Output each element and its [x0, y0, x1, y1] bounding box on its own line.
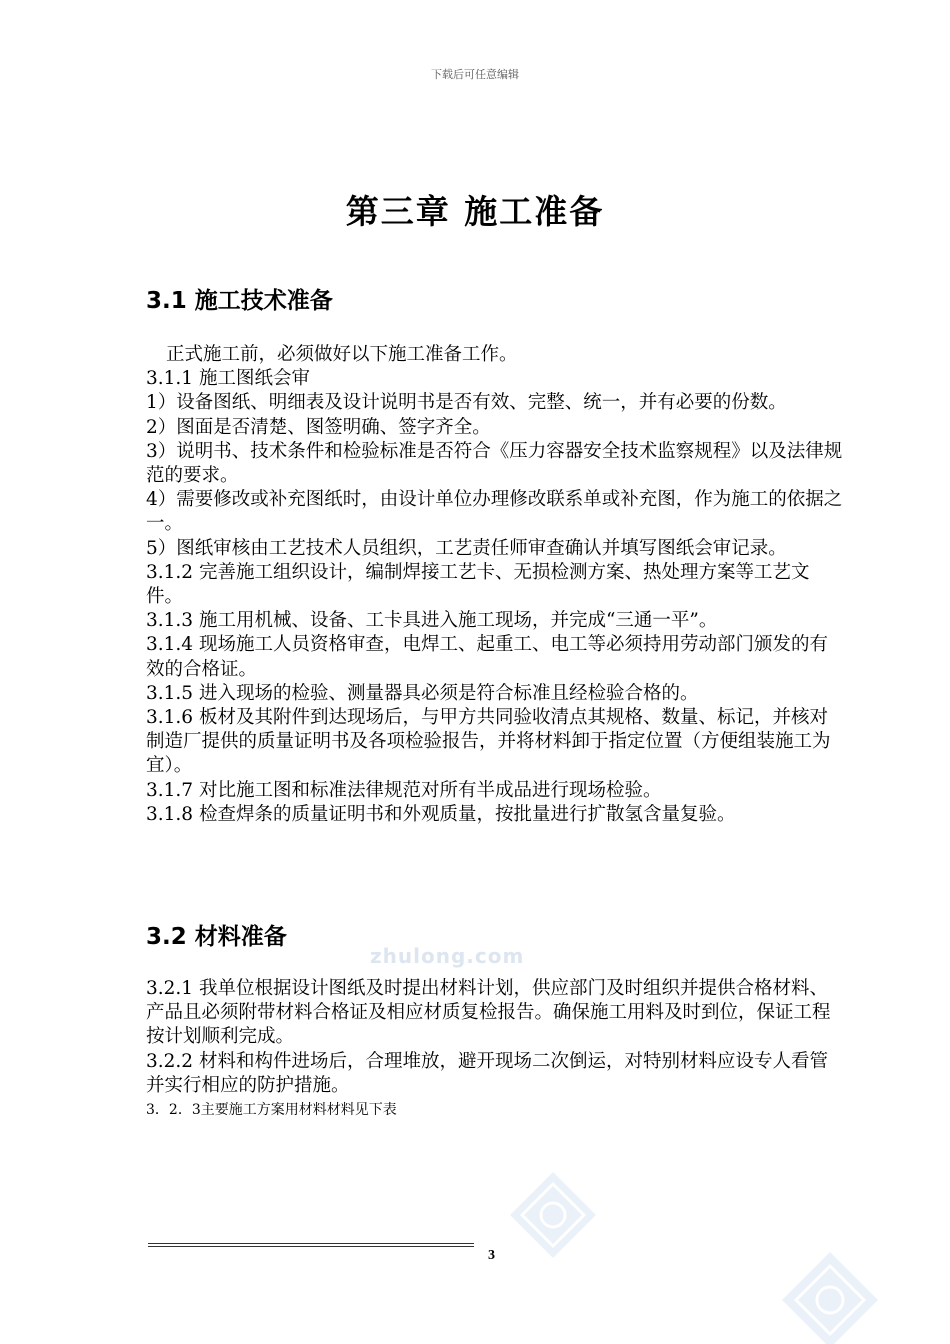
- paragraph: 3.1.3 施工用机械、设备、工卡具进入施工现场，并完成“三通一平”。: [146, 610, 718, 632]
- page-number: 3: [488, 1248, 495, 1263]
- paragraph: 3.2.1 我单位根据设计图纸及时提出材料计划，供应部门及时组织并提供合格材料、产品且必须附带材料合格证及相应材质复检报告。确保施工用料及时到位，保证工程按计划顺利完成。: [146, 978, 831, 1048]
- section-heading-3-2: 3.2 材料准备: [146, 924, 287, 950]
- header-note: 下载后可任意编辑: [431, 68, 519, 81]
- paragraph: 3.1.7 对比施工图和标准法律规范对所有半成品进行现场检验。: [146, 779, 662, 801]
- paragraph: 3.1.6 板材及其附件到达现场后，与甲方共同验收清点其规格、数量、标记，并核对制造厂提供的质量证明书及各项检验报告，并将材料卸于指定位置（方便组装施工为宜）。: [146, 707, 831, 777]
- paragraph: 5）图纸审核由工艺技术人员组织，工艺责任师审查确认并填写图纸会审记录。: [146, 537, 787, 559]
- paragraph: 正式施工前，必须做好以下施工准备工作。: [166, 344, 518, 365]
- section-2-body: [146, 977, 846, 1122]
- paragraph: 4）需要修改或补充图纸时，由设计单位办理修改联系单或补充图，作为施工的依据之一。: [146, 489, 843, 535]
- footer-rule: [148, 1243, 474, 1247]
- watermark-emblem-icon: [508, 1170, 598, 1260]
- paragraph: 3.2.2 材料和构件进场后，合理堆放，避开现场二次倒运，对特别材料应设专人看管并实行相应的防护措施。: [146, 1050, 828, 1096]
- watermark-emblem-icon: [780, 1250, 880, 1344]
- section-1-body: [146, 343, 846, 827]
- paragraph: 3.1.1 施工图纸会审: [146, 368, 310, 390]
- paragraph: 1）设备图纸、明细表及设计说明书是否有效、完整、统一，并有必要的份数。: [146, 392, 787, 414]
- section-heading-3-1: 3.1 施工技术准备: [146, 288, 333, 314]
- paragraph: 2）图面是否清楚、图签明确、签字齐全。: [146, 416, 491, 438]
- watermark-text: zhulong.com: [370, 944, 525, 968]
- paragraph: 3）说明书、技术条件和检验标准是否符合《压力容器安全技术监察规程》以及法律规范的要求。: [146, 440, 843, 487]
- paragraph: 3．2．3主要施工方案用材料材料见下表: [146, 1102, 397, 1119]
- paragraph: 3.1.4 现场施工人员资格审查，电焊工、起重工、电工等必须持用劳动部门颁发的有效的合格证。: [146, 634, 828, 680]
- paragraph: 3.1.5 进入现场的检验、测量器具必须是符合标准且经检验合格的。: [146, 682, 699, 704]
- paragraph: 3.1.2 完善施工组织设计，编制焊接工艺卡、无损检测方案、热处理方案等工艺文件。: [146, 561, 810, 608]
- paragraph: 3.1.8 检查焊条的质量证明书和外观质量，按批量进行扩散氢含量复验。: [146, 803, 736, 825]
- chapter-title: 第三章 施工准备: [345, 192, 605, 231]
